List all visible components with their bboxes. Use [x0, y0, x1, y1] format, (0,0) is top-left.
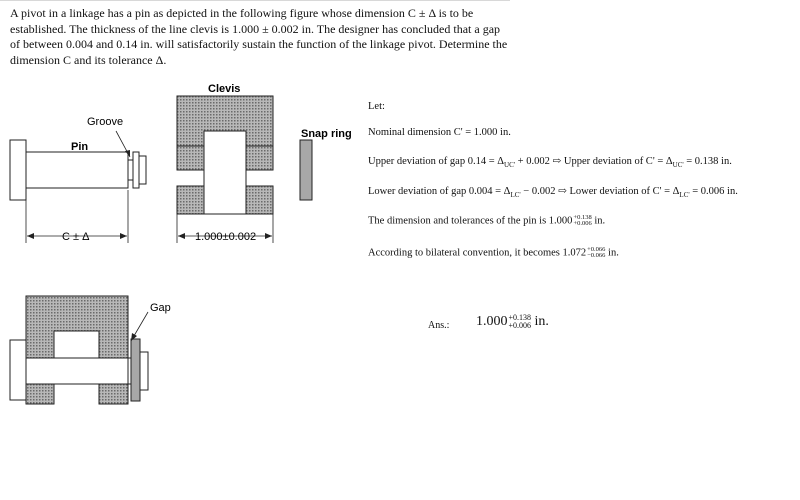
answer-label: Ans.: [428, 320, 450, 331]
bilateral-line: According to bilateral convention, it becomes 1.072 +0.066 −0.066 in. [368, 246, 619, 259]
snap-ring-drawing [300, 140, 312, 200]
pin-label: Pin [71, 141, 89, 153]
lower-deviation-line: Lower deviation of gap $0.004 = \Delta_{LC'} - 0.002$ ⇨ Lower deviation of $C' = \Delta_{LC'} = 0.006$ in. [368, 186, 738, 199]
clevis-label: Clevis [208, 83, 241, 95]
assembly-drawing [10, 296, 148, 404]
upper-deviation-line: Upper deviation of gap $0.14 = \Delta_{UC'} + 0.002$ ⇨ Upper deviation of $C' = \Delta_{UC'} = 0.138$ in. [368, 156, 732, 169]
nominal-line: Nominal dimension C' = 1.000 in. [368, 127, 511, 138]
groove-label: Groove [87, 116, 124, 128]
clevis-drawing [177, 96, 273, 214]
let-line: Let: [368, 101, 385, 112]
clevis-dimension-label: 1.000±0.002 [195, 231, 257, 243]
pin-tolerance-line: The dimension and tolerances of the pin is 1.000 +0.138 +0.006 in. [368, 214, 606, 227]
answer-value: 1.000 +0.138 +0.006 in. [476, 313, 549, 330]
c-dimension-label: C ± Δ [62, 231, 90, 243]
problem-statement: A pivot in a linkage has a pin as depicted in the following figure whose dimension C ± Δ is to be established. The thickness of the line clevis is 1.000 ± 0.002 in. The designer has concluded that a gap of between 0.004 and 0.14 in. will satisfactorily sustain the function of the linkage pivot. Determine the dimension C and its tolerance Δ. [10, 6, 508, 67]
snap-ring-label: Snap ring [301, 128, 352, 140]
gap-label: Gap [150, 302, 171, 314]
